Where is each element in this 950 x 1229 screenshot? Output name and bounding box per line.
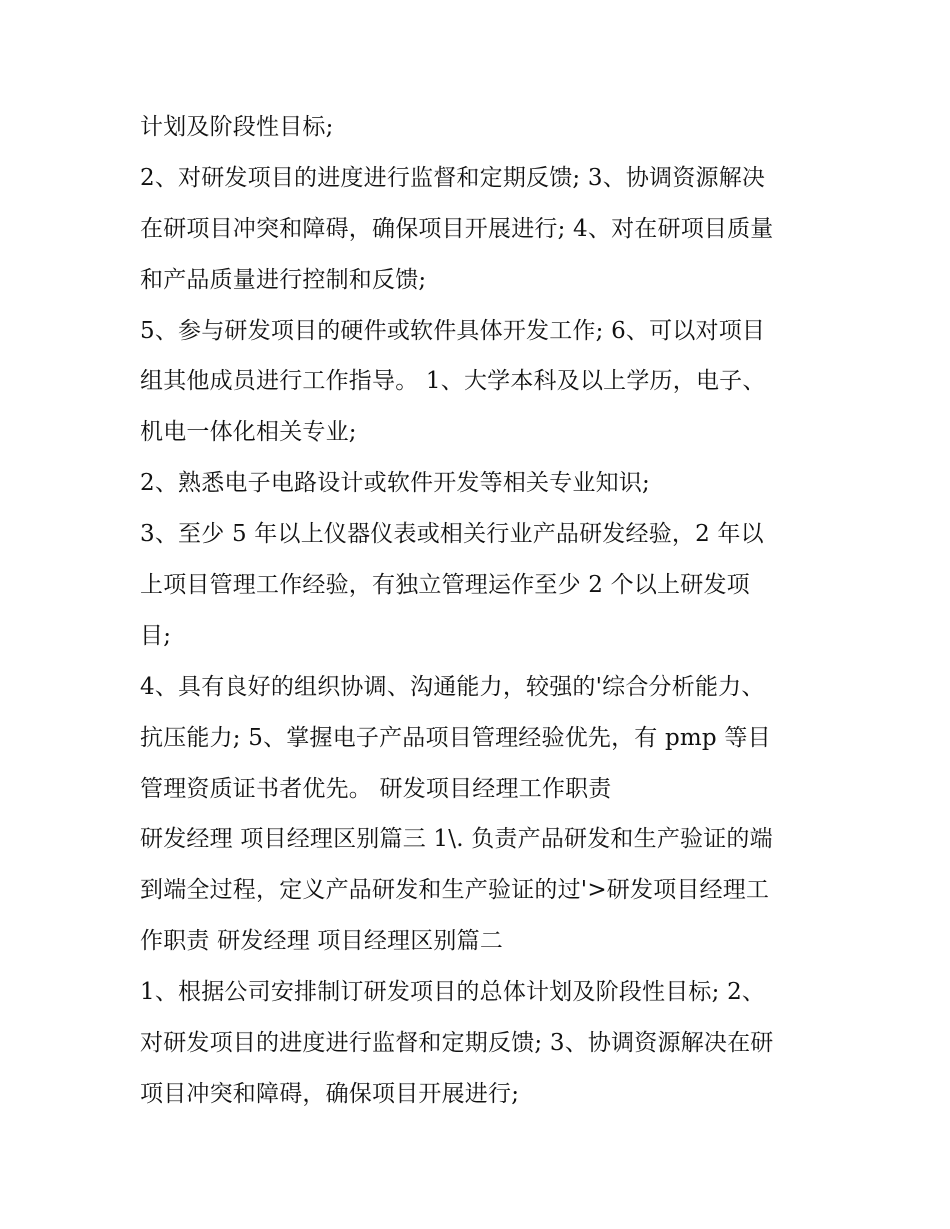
- text-line: 机电一体化相关专业;: [140, 419, 357, 446]
- text-line: 3、至少 5 年以上仪器仪表或相关行业产品研发经验，2 年以: [140, 521, 764, 548]
- text-line: 在研项目冲突和障碍，确保项目开展进行; 4、对在研项目质量: [140, 215, 774, 242]
- text-line: 计划及阶段性目标;: [140, 114, 334, 140]
- document-body: [140, 102, 820, 1120]
- text-line: 对研发项目的进度进行监督和定期反馈; 3、协调资源解决在研: [140, 1030, 774, 1057]
- text-line: 和产品质量进行控制和反馈;: [140, 266, 427, 293]
- text-line: 1、根据公司安排制订研发项目的总体计划及阶段性目标; 2、: [140, 979, 766, 1006]
- text-line: 2、对研发项目的进度进行监督和定期反馈; 3、协调资源解决: [140, 164, 766, 191]
- text-line: 作职责 研发经理 项目经理区别篇二: [140, 928, 504, 955]
- text-line: 4、具有良好的组织协调、沟通能力，较强的'综合分析能力、: [140, 673, 765, 700]
- text-line: 项目冲突和障碍，确保项目开展进行;: [140, 1080, 520, 1107]
- text-line: 上项目管理工作经验，有独立管理运作至少 2 个以上研发项: [140, 572, 750, 599]
- text-line: 5、参与研发项目的硬件或软件具体开发工作; 6、可以对项目: [140, 317, 766, 344]
- text-line: 管理资质证书者优先。 研发项目经理工作职责: [140, 775, 612, 802]
- text-line: 2、熟悉电子电路设计或软件开发等相关专业知识;: [140, 470, 650, 497]
- text-line: 目;: [140, 622, 172, 649]
- text-line: 研发经理 项目经理区别篇三 1\. 负责产品研发和生产验证的端: [140, 826, 773, 853]
- text-line: 抗压能力; 5、掌握电子产品项目管理经验优先，有 pmp 等目: [140, 724, 771, 751]
- text-line: 组其他成员进行工作指导。 1、大学本科及以上学历，电子、: [140, 368, 766, 395]
- text-line: 到端全过程，定义产品研发和生产验证的过'>研发项目经理工: [140, 877, 770, 904]
